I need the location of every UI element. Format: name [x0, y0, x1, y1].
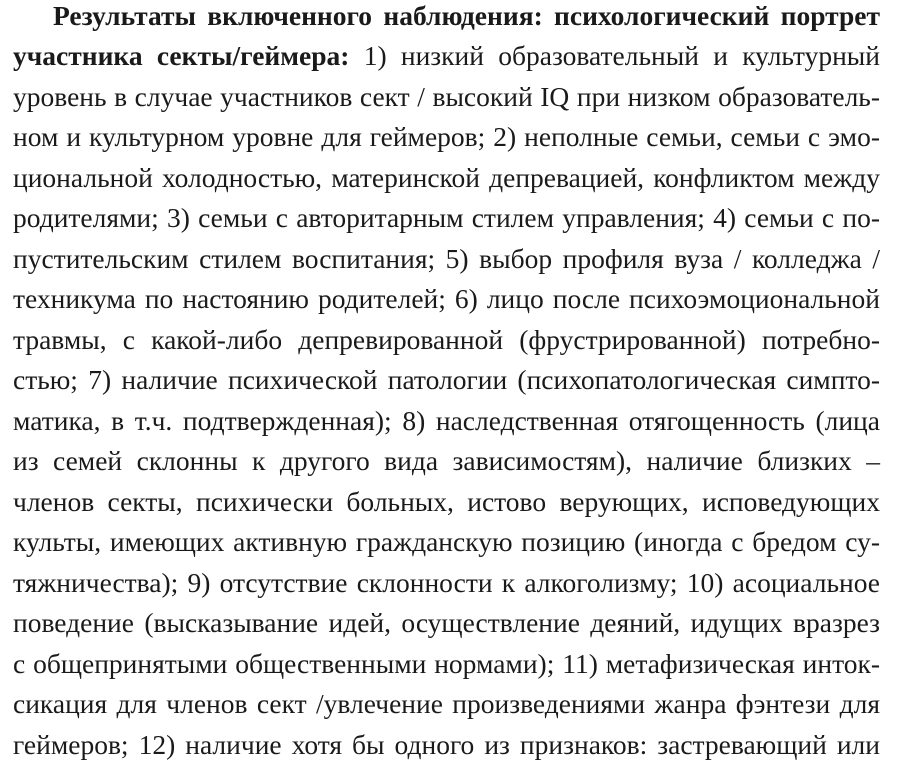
- paragraph-line-7: пустительским стилем воспитания; 5) выбор профиля вуза / колледжа /: [13, 243, 880, 274]
- paragraph-text: 1) низкий образовательный и культурный: [349, 40, 880, 71]
- paragraph-line-2: [13, 36, 880, 76]
- paragraph-line-18: сикация для членов сект /увлечение произведениями жанра фэнтези для: [13, 688, 880, 719]
- paragraph-line-10: стью; 7) наличие психической патологии (психопатологическая симпто-: [13, 364, 880, 395]
- paragraph-line-9: травмы, с какой-либо депревированной (фрустрированной) потребно-: [13, 324, 880, 355]
- paragraph-line-5: циональной холодностью, материнской депревацией, конфликтом между: [13, 162, 880, 193]
- paragraph-heading-line-2: участника секты/геймера:: [13, 40, 350, 71]
- paragraph-line-3: уровень в случае участников сект / высокий IQ при низком образователь-: [13, 81, 880, 112]
- paragraph-heading-line-1: Результаты включенного наблюдения: психологический портрет: [53, 0, 880, 31]
- paragraph-line-6: родителями; 3) семьи с авторитарным стилем управления; 4) семьи с по-: [13, 202, 880, 233]
- paragraph-line-14: культы, имеющих активную гражданскую позицию (иногда с бредом су-: [13, 526, 880, 557]
- paragraph-line-8: техникума по настоянию родителей; 6) лицо после психоэмоциональной: [13, 283, 880, 314]
- paragraph-line-4: ном и культурном уровне для геймеров; 2) неполные семьи, семьи с эмо-: [13, 121, 880, 152]
- paragraph-line-15: тяжничества); 9) отсутствие склонности к алкоголизму; 10) асоциальное: [13, 567, 880, 598]
- paragraph-line-12: из семей склонны к другого вида зависимостям), наличие близких –: [13, 445, 880, 476]
- paragraph-line-13: членов секты, психически больных, истово верующих, исповедующих: [13, 486, 880, 517]
- paragraph-line-17: с общепринятыми общественными нормами); 11) метафизическая инток-: [13, 648, 880, 679]
- paragraph-line-11: матика, в т.ч. подтвержденная); 8) наследственная отягощенность (лица: [13, 405, 880, 436]
- paragraph-line-16: поведение (высказывание идей, осуществление деяний, идущих вразрез: [13, 607, 880, 638]
- paragraph-line-19: геймеров; 12) наличие хотя бы одного из признаков: застревающий или: [13, 729, 880, 760]
